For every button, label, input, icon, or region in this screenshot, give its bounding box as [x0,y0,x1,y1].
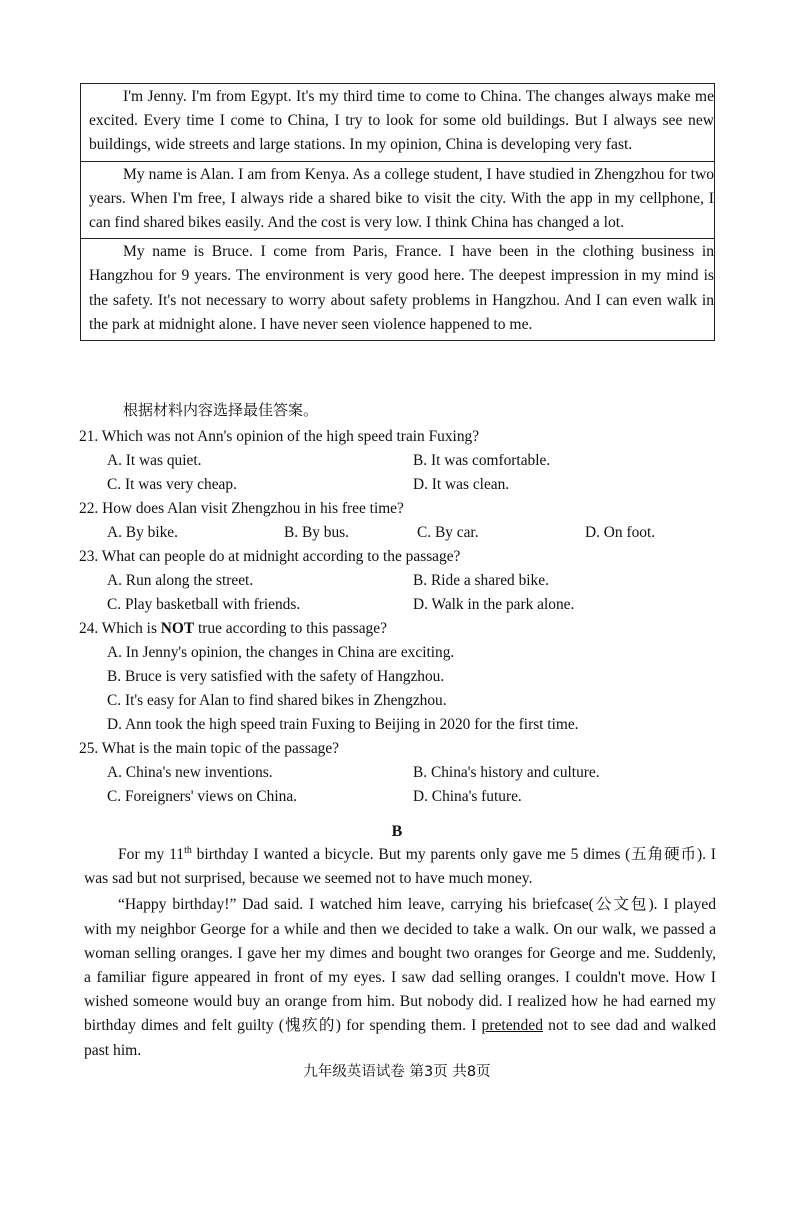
option-c: C. By car. [417,524,479,541]
option-b: B. Ride a shared bike. [413,572,549,589]
option-a: A. By bike. [107,524,178,541]
option-a: A. China's new inventions. [107,764,273,781]
passage-b-paragraph-2: “Happy birthday!” Dad said. I watched him leave, carrying his briefcase(公文包). I played with my neighbor George for a while and then we decided to take a walk. On our walk, we passed a woman selling oranges. I gave her my dimes and bought two oranges for George and me. Suddenly, a familiar figure appeared in front of my eyes. I saw dad selling oranges. I couldn't move. How I wished someone would buy an orange from him. But nobody did. I realized how he had earned my birthday dimes and felt guilty (愧疚的) for spending them. I pretended not to see dad and walked past him. [84,896,717,1059]
emphasis-not: NOT [160,620,195,637]
passage-bruce: My name is Bruce. I come from Paris, France. I have been in the clothing business in Hangzhou for 9 years. The environment is very good here. The deepest impression in my mind is the safety. It's not necessary to worry about safety problems in Hangzhou. And I can even walk in the park at midnight alone. I have never seen violence happened to me. [81,238,714,340]
page-footer: 九年级英语试卷 第3页 共8页 [303,1064,491,1080]
question-stem: 23. What can people do at midnight according to the passage? [79,548,461,565]
option-b: B. It was comfortable. [413,452,551,469]
option-a: A. In Jenny's opinion, the changes in China are exciting. [107,644,455,661]
question-25 [79,737,719,809]
option-b: B. By bus. [284,524,349,541]
question-21 [79,425,719,497]
option-b: B. Bruce is very satisfied with the safety of Hangzhou. [107,668,445,685]
question-23 [79,545,719,617]
option-d: D. China's future. [413,788,522,805]
option-a: A. Run along the street. [107,572,254,589]
passage-a-table [80,83,715,341]
option-d: D. It was clean. [413,476,510,493]
passage-jenny: I'm Jenny. I'm from Egypt. It's my third time to come to China. The changes always make me excited. Every time I come to China, I try to look for some old buildings. But I always see new buildings, wide streets and large stations. In my opinion, China is developing very fast. [89,88,714,154]
question-stem: 24. Which is NOT true according to this passage? [79,620,387,637]
instruction: 根据材料内容选择最佳答案。 [123,401,319,419]
option-d: D. Ann took the high speed train Fuxing to Beijing in 2020 for the first time. [107,716,579,733]
question-stem: 21. Which was not Ann's opinion of the high speed train Fuxing? [79,428,480,445]
question-stem: 25. What is the main topic of the passage? [79,740,340,757]
option-b: B. China's history and culture. [413,764,600,781]
underlined-word: pretended [481,1017,543,1035]
passage-b [84,843,716,1063]
question-list [79,425,719,809]
passage-b-paragraph-1: For my 11th birthday I wanted a bicycle. But my parents only gave me 5 dimes (五角硬币). I was sad but not surprised, because we seemed not to have much money. [84,844,716,888]
passage-alan: My name is Alan. I am from Kenya. As a college student, I have studied in Zhengzhou for two years. When I'm free, I always ride a shared bike to visit the city. With the app in my cellphone, I can find shared bikes easily. And the cost is very low. I think China has changed a lot. [81,161,714,239]
option-c: C. Foreigners' views on China. [107,788,298,805]
option-c: C. It was very cheap. [107,476,237,493]
option-d: D. Walk in the park alone. [413,596,575,613]
question-24 [79,617,719,737]
option-a: A. It was quiet. [107,452,202,469]
section-b-heading: B [391,823,403,840]
question-stem: 22. How does Alan visit Zhengzhou in his free time? [79,500,404,517]
option-c: C. Play basketball with friends. [107,596,301,613]
option-d: D. On foot. [585,524,656,541]
option-c: C. It's easy for Alan to find shared bikes in Zhengzhou. [107,692,447,709]
question-22 [79,497,719,545]
